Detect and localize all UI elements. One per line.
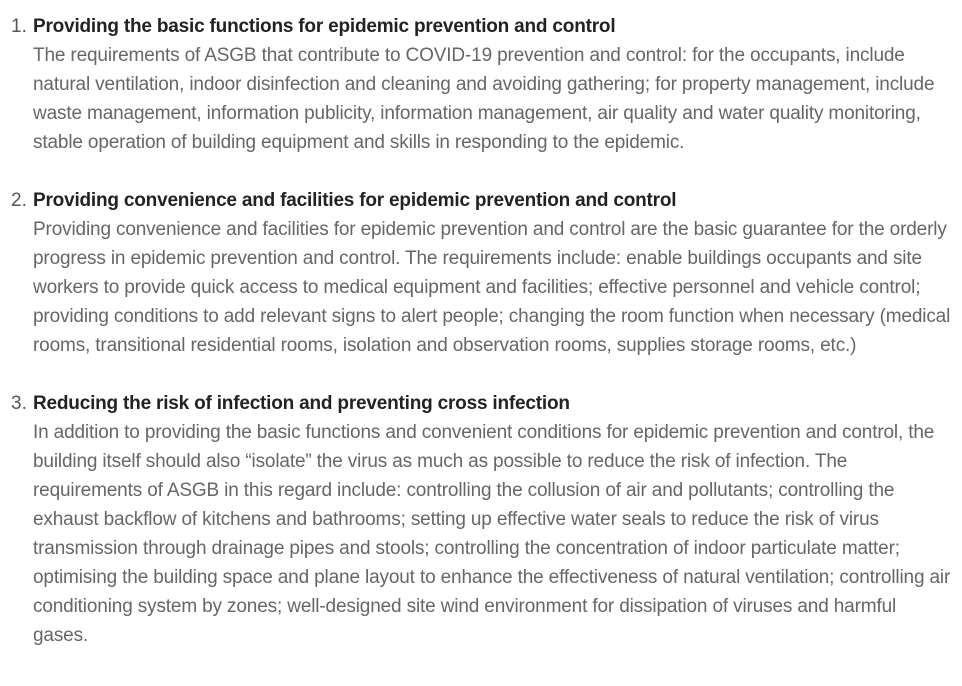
item-number: 2. [11, 190, 27, 211]
item-number: 3. [11, 393, 27, 414]
item-heading: Providing the basic functions for epidemic prevention and control [33, 16, 616, 37]
item-body: The requirements of ASGB that contribute to COVID-19 prevention and control: for the occupants, include natural ventilation, indoor disinfection and cleaning and avoiding gathering; for property management, include waste management, information publicity, information management, air quality and water quality monitoring, stable operation of building equipment and skills in responding to the epidemic. [33, 45, 935, 153]
list-item [0, 186, 962, 360]
list-item [0, 389, 962, 650]
list-item [0, 12, 962, 157]
item-body: Providing convenience and facilities for epidemic prevention and control are the basic guarantee for the orderly progress in epidemic prevention and control. The requirements include: enable buildings occupants and site workers to provide quick access to medical equipment and facilities; effective personnel and vehicle control; providing conditions to add relevant signs to alert people; changing the room function when necessary (medical rooms, transitional residential rooms, isolation and observation rooms, supplies storage rooms, etc.) [33, 219, 951, 356]
item-heading: Providing convenience and facilities for epidemic prevention and control [33, 190, 677, 211]
item-body: In addition to providing the basic functions and convenient conditions for epidemic prevention and control, the building itself should also “isolate” the virus as much as possible to reduce the risk of infection. The requirements of ASGB in this regard include: controlling the collusion of air and pollutants; controlling the exhaust backflow of kitchens and bathrooms; setting up effective water seals to reduce the risk of virus transmission through drainage pipes and stools; controlling the concentration of indoor particulate matter; optimising the building space and plane layout to enhance the effectiveness of natural ventilation; controlling air conditioning system by zones; well-designed site wind environment for dissipation of viruses and harmful gases. [33, 422, 951, 646]
item-number: 1. [11, 16, 27, 37]
item-heading: Reducing the risk of infection and preventing cross infection [33, 393, 570, 414]
